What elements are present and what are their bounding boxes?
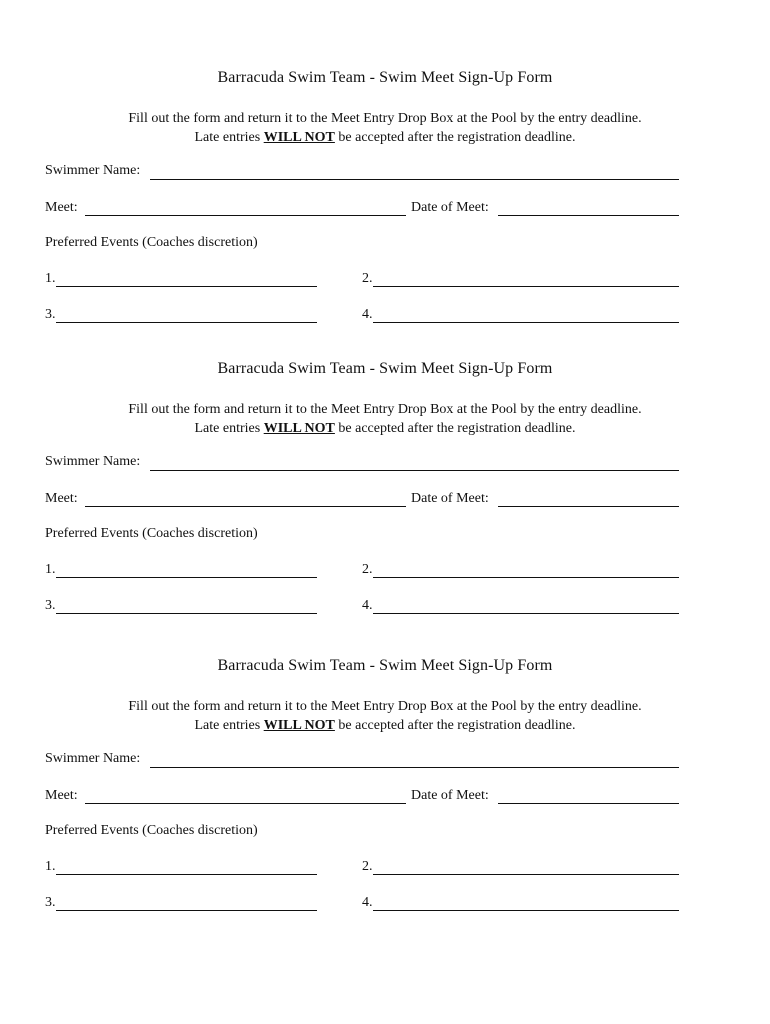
meet-label: Meet:: [45, 200, 78, 215]
preferred-events-label: Preferred Events (Coaches discretion): [45, 526, 258, 541]
signup-form-2: [0, 360, 770, 660]
swimmer-name-field[interactable]: [150, 470, 679, 471]
date-of-meet-field[interactable]: [498, 803, 679, 804]
event-number-2: 2.: [362, 859, 373, 874]
emphasis-will-not: WILL NOT: [263, 421, 335, 436]
event-3-field[interactable]: [56, 322, 317, 323]
event-4-field[interactable]: [373, 322, 679, 323]
swimmer-name-field[interactable]: [150, 767, 679, 768]
event-number-3: 3.: [45, 598, 56, 613]
meet-label: Meet:: [45, 491, 78, 506]
date-of-meet-label: Date of Meet:: [411, 491, 489, 506]
instructions-line-1: Fill out the form and return it to the Meet Entry Drop Box at the Pool by the entry deadline.: [128, 402, 642, 417]
swimmer-name-field[interactable]: [150, 179, 679, 180]
event-number-3: 3.: [45, 307, 56, 322]
instructions-line-2: [0, 128, 770, 147]
emphasis-will-not: WILL NOT: [263, 130, 335, 145]
event-2-field[interactable]: [373, 286, 679, 287]
meet-field[interactable]: [85, 803, 406, 804]
event-1-field[interactable]: [56, 577, 317, 578]
instructions-text: Late entries: [194, 421, 264, 436]
meet-field[interactable]: [85, 506, 406, 507]
event-3-field[interactable]: [56, 910, 317, 911]
event-2-field[interactable]: [373, 577, 679, 578]
event-number-1: 1.: [45, 859, 56, 874]
event-number-3: 3.: [45, 895, 56, 910]
instructions-text: be accepted after the registration deadline.: [334, 718, 576, 733]
meet-label: Meet:: [45, 788, 78, 803]
event-3-field[interactable]: [56, 613, 317, 614]
swimmer-name-label: Swimmer Name:: [45, 454, 141, 469]
event-2-field[interactable]: [373, 874, 679, 875]
date-of-meet-field[interactable]: [498, 506, 679, 507]
event-number-4: 4.: [362, 895, 373, 910]
event-1-field[interactable]: [56, 874, 317, 875]
instructions-line-2: [0, 419, 770, 438]
instructions-line-1: Fill out the form and return it to the Meet Entry Drop Box at the Pool by the entry deadline.: [128, 111, 642, 126]
event-4-field[interactable]: [373, 613, 679, 614]
instructions-line-1: Fill out the form and return it to the Meet Entry Drop Box at the Pool by the entry deadline.: [128, 699, 642, 714]
preferred-events-label: Preferred Events (Coaches discretion): [45, 823, 258, 838]
instructions-line-2: [0, 716, 770, 735]
date-of-meet-label: Date of Meet:: [411, 200, 489, 215]
meet-field[interactable]: [85, 215, 406, 216]
event-1-field[interactable]: [56, 286, 317, 287]
event-number-1: 1.: [45, 271, 56, 286]
form-title: Barracuda Swim Team - Swim Meet Sign-Up Form: [217, 657, 553, 674]
instructions-text: be accepted after the registration deadline.: [334, 130, 576, 145]
instructions-text: Late entries: [194, 130, 264, 145]
preferred-events-label: Preferred Events (Coaches discretion): [45, 235, 258, 250]
event-number-1: 1.: [45, 562, 56, 577]
date-of-meet-field[interactable]: [498, 215, 679, 216]
signup-form-1: [0, 69, 770, 369]
instructions-text: be accepted after the registration deadline.: [334, 421, 576, 436]
event-number-2: 2.: [362, 271, 373, 286]
date-of-meet-label: Date of Meet:: [411, 788, 489, 803]
emphasis-will-not: WILL NOT: [263, 718, 335, 733]
event-number-4: 4.: [362, 307, 373, 322]
swimmer-name-label: Swimmer Name:: [45, 751, 141, 766]
form-title: Barracuda Swim Team - Swim Meet Sign-Up Form: [217, 360, 553, 377]
event-4-field[interactable]: [373, 910, 679, 911]
signup-form-3: [0, 657, 770, 957]
event-number-4: 4.: [362, 598, 373, 613]
swimmer-name-label: Swimmer Name:: [45, 163, 141, 178]
form-title: Barracuda Swim Team - Swim Meet Sign-Up Form: [217, 69, 553, 86]
event-number-2: 2.: [362, 562, 373, 577]
instructions-text: Late entries: [194, 718, 264, 733]
